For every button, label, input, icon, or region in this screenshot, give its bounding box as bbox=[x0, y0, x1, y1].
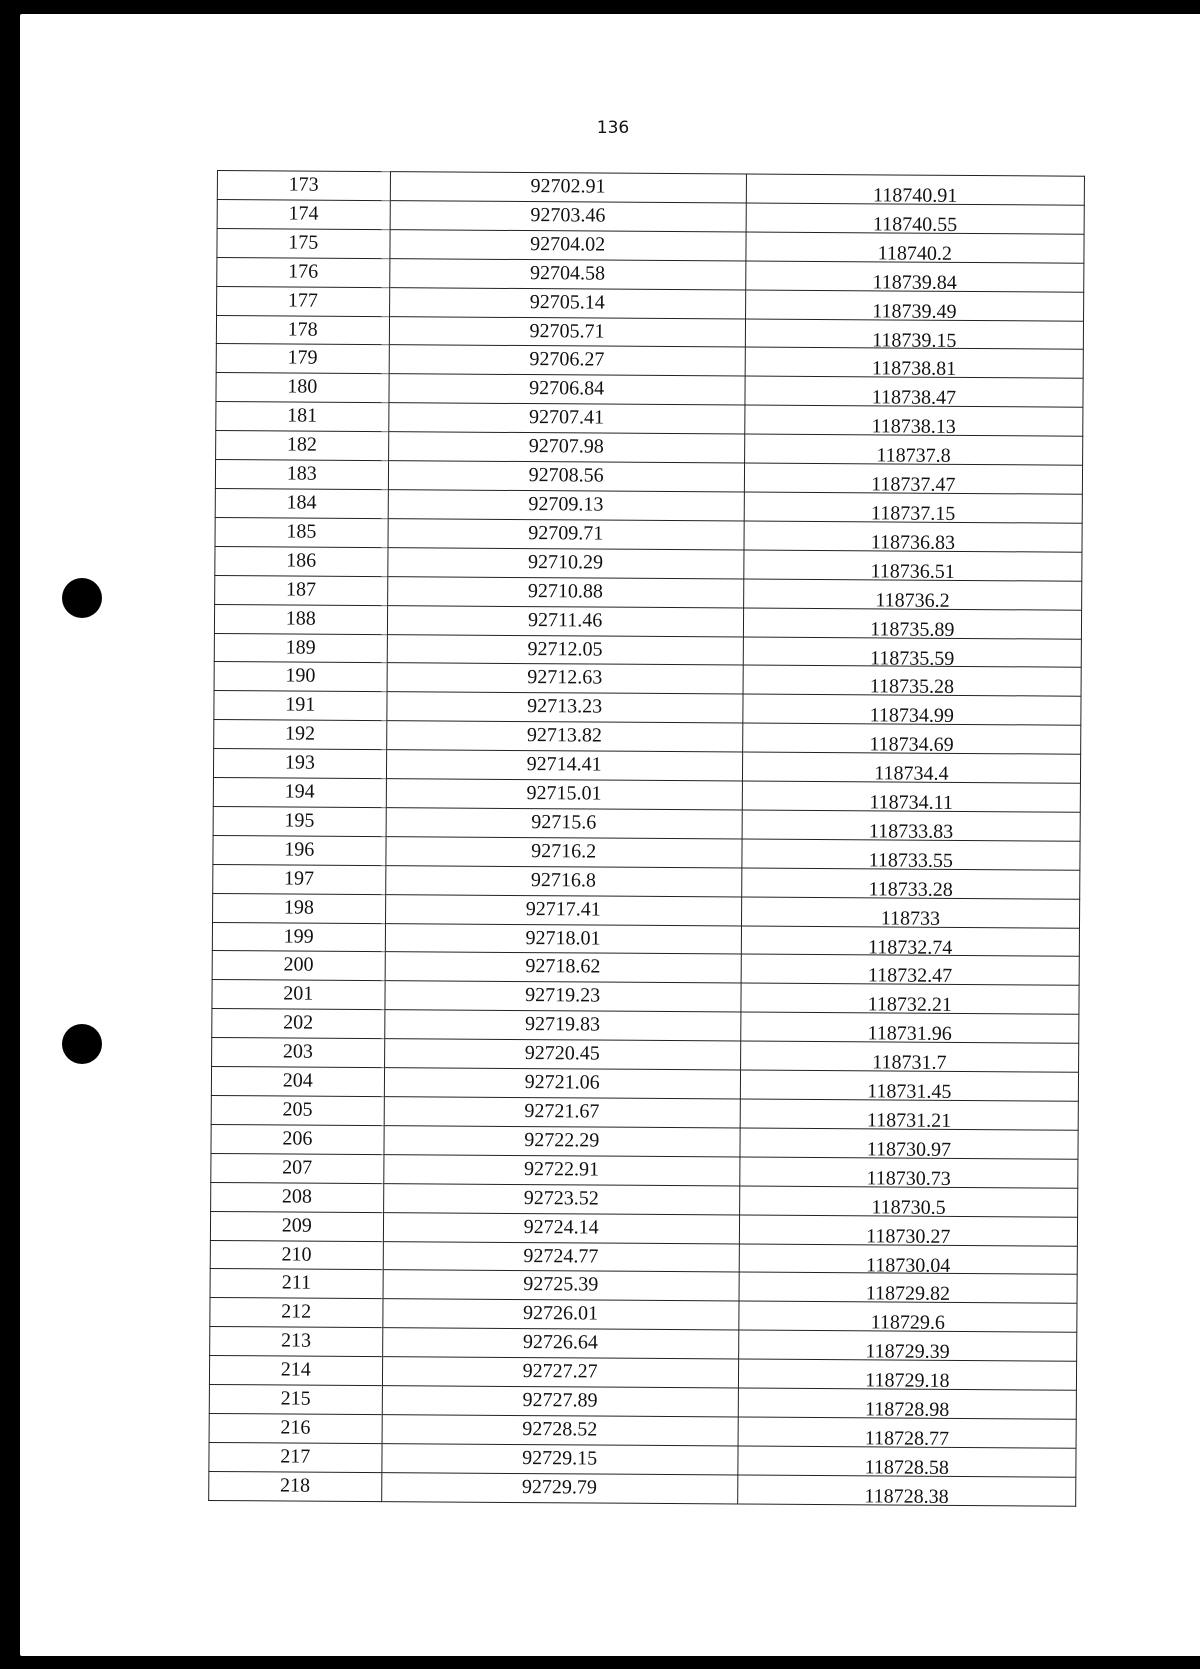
x-coordinate-cell bbox=[382, 1357, 738, 1388]
x-coordinate-text: 92719.23 bbox=[525, 984, 601, 1007]
y-coordinate-cell bbox=[745, 376, 1083, 410]
x-coordinate-cell bbox=[389, 374, 745, 405]
y-coordinate-cell bbox=[738, 1388, 1076, 1419]
y-coordinate-cell bbox=[739, 1244, 1077, 1275]
point-id-text: 193 bbox=[284, 751, 315, 774]
point-id-cell bbox=[214, 662, 387, 692]
x-coordinate-text: 92722.91 bbox=[523, 1157, 600, 1181]
y-coordinate-cell bbox=[743, 636, 1081, 670]
x-coordinate-cell bbox=[385, 981, 741, 1012]
point-id-cell bbox=[216, 402, 389, 432]
point-id-text: 214 bbox=[280, 1358, 311, 1381]
x-coordinate-text: 92710.29 bbox=[527, 550, 604, 574]
x-coordinate-text: 92716.2 bbox=[531, 839, 597, 863]
point-id-text: 190 bbox=[285, 664, 316, 688]
y-coordinate-cell bbox=[741, 983, 1079, 1017]
point-id-text: 196 bbox=[284, 838, 315, 861]
x-coordinate-text: 92705.14 bbox=[529, 290, 605, 314]
y-coordinate-cell bbox=[742, 723, 1080, 757]
y-coordinate-text: 118730.97 bbox=[866, 1138, 952, 1161]
point-id-text: 191 bbox=[285, 693, 316, 716]
y-coordinate-cell bbox=[741, 926, 1079, 957]
x-coordinate-cell bbox=[387, 547, 743, 578]
point-id-text: 183 bbox=[286, 462, 317, 485]
y-coordinate-cell bbox=[745, 290, 1083, 321]
y-coordinate-cell bbox=[738, 1359, 1076, 1393]
x-coordinate-cell bbox=[383, 1212, 739, 1243]
point-id-cell bbox=[217, 257, 390, 287]
y-coordinate-cell bbox=[743, 579, 1081, 610]
x-coordinate-text: 92715.6 bbox=[531, 811, 597, 834]
point-id-text: 180 bbox=[287, 375, 318, 399]
y-coordinate-text: 118739.15 bbox=[872, 328, 957, 352]
point-id-text: 199 bbox=[283, 925, 314, 948]
point-id-cell bbox=[217, 286, 390, 316]
point-id-cell bbox=[213, 835, 386, 865]
point-id-cell bbox=[210, 1211, 383, 1241]
x-coordinate-cell bbox=[386, 721, 742, 752]
point-id-cell bbox=[214, 633, 387, 663]
point-id-cell bbox=[210, 1298, 383, 1328]
point-id-cell bbox=[215, 546, 388, 576]
x-coordinate-cell bbox=[383, 1154, 739, 1185]
x-coordinate-text: 92709.13 bbox=[528, 493, 604, 516]
y-coordinate-cell bbox=[738, 1330, 1076, 1364]
y-coordinate-text: 118740.2 bbox=[877, 242, 953, 265]
point-id-text: 218 bbox=[279, 1474, 311, 1497]
x-coordinate-cell bbox=[389, 316, 745, 347]
x-coordinate-text: 92706.84 bbox=[529, 377, 605, 400]
y-coordinate-text: 118735.28 bbox=[869, 675, 955, 699]
point-id-text: 194 bbox=[284, 780, 315, 803]
point-id-text: 178 bbox=[287, 318, 318, 341]
x-coordinate-text: 92726.64 bbox=[522, 1331, 598, 1354]
point-id-cell bbox=[216, 315, 389, 345]
y-coordinate-text: 118737.8 bbox=[876, 444, 951, 468]
point-id-cell bbox=[215, 460, 388, 490]
point-id-cell bbox=[217, 171, 390, 201]
point-id-cell bbox=[211, 1067, 384, 1097]
x-coordinate-text: 92719.83 bbox=[524, 1013, 601, 1036]
point-id-text: 195 bbox=[284, 809, 315, 832]
point-id-text: 177 bbox=[287, 289, 318, 312]
x-coordinate-cell bbox=[388, 432, 744, 463]
point-id-cell bbox=[212, 1038, 385, 1068]
point-id-cell bbox=[215, 488, 388, 518]
point-id-text: 181 bbox=[287, 404, 318, 427]
x-coordinate-cell bbox=[385, 894, 741, 925]
point-id-text: 173 bbox=[288, 173, 319, 196]
x-coordinate-text: 92718.01 bbox=[525, 926, 601, 950]
x-coordinate-cell bbox=[389, 287, 745, 318]
point-id-cell bbox=[210, 1269, 383, 1299]
y-coordinate-text: 118730.73 bbox=[866, 1167, 951, 1190]
y-coordinate-text: 118731.96 bbox=[867, 1022, 952, 1046]
x-coordinate-cell bbox=[388, 403, 744, 434]
y-coordinate-text: 118734.11 bbox=[869, 791, 954, 814]
x-coordinate-cell bbox=[384, 1068, 740, 1099]
point-id-text: 197 bbox=[284, 867, 315, 890]
point-id-text: 212 bbox=[281, 1300, 312, 1323]
y-coordinate-cell bbox=[737, 1475, 1075, 1506]
y-coordinate-text: 118732.47 bbox=[867, 964, 953, 988]
point-id-cell bbox=[216, 431, 389, 461]
x-coordinate-text: 92712.05 bbox=[527, 637, 603, 661]
point-id-cell bbox=[213, 806, 386, 836]
y-coordinate-text: 118730.04 bbox=[865, 1253, 951, 1277]
y-coordinate-cell bbox=[739, 1186, 1077, 1217]
point-id-text: 174 bbox=[288, 202, 319, 225]
y-coordinate-cell bbox=[742, 839, 1080, 870]
point-id-text: 186 bbox=[286, 549, 317, 572]
point-id-cell bbox=[214, 691, 387, 721]
x-coordinate-text: 92718.62 bbox=[525, 955, 601, 979]
x-coordinate-text: 92708.56 bbox=[528, 464, 604, 487]
x-coordinate-cell bbox=[382, 1328, 738, 1359]
x-coordinate-text: 92729.79 bbox=[521, 1475, 598, 1499]
y-coordinate-text: 118730.27 bbox=[866, 1224, 951, 1248]
y-coordinate-text: 118737.15 bbox=[870, 502, 956, 525]
point-id-cell bbox=[209, 1356, 382, 1386]
point-id-text: 217 bbox=[280, 1445, 311, 1468]
point-id-cell bbox=[209, 1471, 382, 1501]
x-coordinate-text: 92717.41 bbox=[525, 897, 601, 921]
x-coordinate-text: 92709.71 bbox=[528, 521, 604, 545]
point-id-cell bbox=[211, 1153, 384, 1183]
point-id-cell bbox=[213, 778, 386, 808]
x-coordinate-cell bbox=[389, 258, 745, 289]
y-coordinate-cell bbox=[743, 608, 1081, 639]
x-coordinate-text: 92707.41 bbox=[528, 406, 605, 429]
y-coordinate-text: 118733.55 bbox=[868, 849, 954, 872]
y-coordinate-text: 118728.38 bbox=[864, 1485, 949, 1508]
y-coordinate-text: 118733.28 bbox=[868, 878, 953, 901]
y-coordinate-text: 118736.2 bbox=[875, 589, 950, 612]
y-coordinate-text: 118736.83 bbox=[870, 531, 956, 554]
x-coordinate-cell bbox=[381, 1443, 737, 1474]
point-id-text: 188 bbox=[285, 607, 316, 630]
x-coordinate-text: 92724.77 bbox=[523, 1244, 599, 1268]
x-coordinate-text: 92716.8 bbox=[530, 868, 597, 892]
y-coordinate-cell bbox=[745, 347, 1083, 381]
y-coordinate-cell bbox=[746, 203, 1084, 234]
y-coordinate-text: 118734.69 bbox=[869, 733, 954, 757]
point-id-text: 200 bbox=[283, 953, 314, 977]
y-coordinate-text: 118735.89 bbox=[870, 617, 955, 641]
y-coordinate-text: 118729.39 bbox=[865, 1340, 950, 1364]
x-coordinate-cell bbox=[388, 519, 744, 550]
y-coordinate-cell bbox=[744, 492, 1082, 523]
point-id-text: 187 bbox=[285, 578, 317, 601]
x-coordinate-text: 92705.71 bbox=[529, 319, 605, 343]
point-id-cell bbox=[212, 1009, 385, 1039]
y-coordinate-cell bbox=[741, 897, 1079, 928]
y-coordinate-cell bbox=[744, 521, 1082, 552]
point-id-cell bbox=[213, 749, 386, 779]
x-coordinate-text: 92713.82 bbox=[526, 724, 602, 747]
y-coordinate-cell bbox=[744, 405, 1082, 439]
point-id-cell bbox=[217, 228, 390, 258]
y-coordinate-text: 118734.4 bbox=[874, 762, 949, 785]
x-coordinate-cell bbox=[390, 172, 746, 203]
point-id-cell bbox=[212, 980, 385, 1010]
x-coordinate-text: 92721.67 bbox=[524, 1100, 600, 1123]
y-coordinate-text: 118737.47 bbox=[871, 473, 956, 496]
y-coordinate-cell bbox=[740, 1099, 1078, 1130]
punch-hole-bottom bbox=[62, 1024, 102, 1064]
x-coordinate-cell bbox=[382, 1415, 738, 1446]
x-coordinate-cell bbox=[387, 663, 743, 694]
y-coordinate-cell bbox=[740, 1070, 1078, 1101]
x-coordinate-cell bbox=[386, 779, 742, 810]
x-coordinate-cell bbox=[388, 461, 744, 492]
coordinates-table-wrapper bbox=[208, 170, 1085, 1506]
y-coordinate-cell bbox=[740, 1012, 1078, 1046]
point-id-text: 184 bbox=[286, 491, 317, 514]
x-coordinate-text: 92712.63 bbox=[527, 666, 603, 689]
point-id-text: 176 bbox=[288, 260, 319, 283]
document-page bbox=[20, 14, 1200, 1656]
point-id-text: 201 bbox=[283, 982, 314, 1006]
x-coordinate-text: 92720.45 bbox=[524, 1042, 600, 1065]
point-id-text: 215 bbox=[280, 1387, 311, 1410]
point-id-cell bbox=[213, 893, 386, 923]
y-coordinate-cell bbox=[739, 1215, 1077, 1246]
y-coordinate-cell bbox=[745, 261, 1083, 292]
point-id-cell bbox=[214, 604, 387, 634]
point-id-text: 182 bbox=[286, 433, 318, 456]
x-coordinate-cell bbox=[383, 1241, 739, 1272]
point-id-cell bbox=[212, 922, 385, 952]
y-coordinate-text: 118731.45 bbox=[867, 1080, 952, 1103]
x-coordinate-text: 92711.46 bbox=[527, 608, 603, 632]
y-coordinate-cell bbox=[739, 1301, 1077, 1335]
x-coordinate-text: 92726.01 bbox=[523, 1302, 599, 1325]
point-id-text: 206 bbox=[282, 1127, 313, 1150]
point-id-text: 175 bbox=[288, 231, 319, 254]
y-coordinate-cell bbox=[739, 1272, 1077, 1306]
punch-hole-top bbox=[62, 578, 102, 618]
x-coordinate-text: 92725.39 bbox=[523, 1273, 599, 1296]
y-coordinate-text: 118736.51 bbox=[870, 560, 955, 583]
y-coordinate-text: 118739.84 bbox=[872, 271, 957, 294]
point-id-cell bbox=[211, 1095, 384, 1125]
y-coordinate-cell bbox=[741, 868, 1079, 899]
y-coordinate-text: 118729.18 bbox=[865, 1369, 950, 1393]
y-coordinate-text: 118731.7 bbox=[872, 1051, 947, 1075]
x-coordinate-text: 92727.89 bbox=[522, 1389, 598, 1412]
x-coordinate-text: 92704.02 bbox=[530, 232, 606, 256]
y-coordinate-text: 118728.58 bbox=[864, 1456, 949, 1479]
x-coordinate-cell bbox=[387, 576, 743, 607]
x-coordinate-cell bbox=[385, 923, 741, 954]
x-coordinate-text: 92706.27 bbox=[529, 348, 605, 372]
x-coordinate-cell bbox=[383, 1183, 739, 1214]
point-id-text: 210 bbox=[281, 1242, 312, 1266]
point-id-cell bbox=[211, 1124, 384, 1154]
point-id-cell bbox=[209, 1385, 382, 1415]
y-coordinate-text: 118740.91 bbox=[873, 184, 958, 207]
y-coordinate-text: 118738.13 bbox=[871, 415, 956, 439]
point-id-cell bbox=[209, 1413, 382, 1443]
point-id-text: 192 bbox=[284, 722, 316, 745]
x-coordinate-text: 92707.98 bbox=[528, 435, 604, 458]
point-id-cell bbox=[210, 1327, 383, 1357]
y-coordinate-text: 118729.6 bbox=[870, 1311, 945, 1335]
x-coordinate-cell bbox=[384, 1126, 740, 1157]
x-coordinate-text: 92721.06 bbox=[524, 1071, 600, 1094]
x-coordinate-cell bbox=[389, 229, 745, 260]
y-coordinate-text: 118728.77 bbox=[864, 1427, 950, 1450]
point-id-cell bbox=[209, 1442, 382, 1472]
y-coordinate-text: 118730.5 bbox=[871, 1196, 946, 1219]
x-coordinate-text: 92722.29 bbox=[524, 1128, 600, 1152]
y-coordinate-text: 118739.49 bbox=[872, 299, 957, 323]
point-id-text: 202 bbox=[283, 1011, 314, 1034]
x-coordinate-text: 92714.41 bbox=[526, 753, 602, 776]
point-id-text: 209 bbox=[281, 1214, 312, 1237]
y-coordinate-cell bbox=[740, 1157, 1078, 1188]
x-coordinate-cell bbox=[386, 808, 742, 839]
point-id-text: 213 bbox=[280, 1329, 312, 1352]
y-coordinate-cell bbox=[744, 434, 1082, 468]
y-coordinate-cell bbox=[738, 1417, 1076, 1448]
y-coordinate-text: 118740.55 bbox=[872, 213, 958, 236]
x-coordinate-text: 92702.91 bbox=[530, 175, 606, 198]
y-coordinate-cell bbox=[742, 781, 1080, 812]
point-id-cell bbox=[217, 199, 390, 229]
table-body bbox=[209, 171, 1085, 1506]
y-coordinate-cell bbox=[740, 1128, 1078, 1159]
point-id-text: 211 bbox=[281, 1271, 312, 1295]
y-coordinate-text: 118731.21 bbox=[866, 1109, 952, 1132]
y-coordinate-cell bbox=[746, 174, 1084, 205]
x-coordinate-cell bbox=[389, 345, 745, 376]
point-id-text: 179 bbox=[287, 346, 318, 370]
x-coordinate-text: 92703.46 bbox=[530, 203, 606, 227]
point-id-text: 198 bbox=[283, 896, 314, 919]
y-coordinate-text: 118732.21 bbox=[867, 993, 953, 1017]
x-coordinate-cell bbox=[387, 605, 743, 636]
x-coordinate-cell bbox=[382, 1386, 738, 1417]
x-coordinate-text: 92723.52 bbox=[523, 1186, 599, 1210]
y-coordinate-cell bbox=[744, 550, 1082, 581]
x-coordinate-cell bbox=[385, 952, 741, 983]
y-coordinate-cell bbox=[742, 752, 1080, 783]
x-coordinate-cell bbox=[385, 836, 741, 867]
y-coordinate-text: 118729.82 bbox=[865, 1282, 951, 1306]
y-coordinate-text: 118733 bbox=[880, 907, 941, 930]
y-coordinate-cell bbox=[740, 1041, 1078, 1075]
y-coordinate-text: 118738.47 bbox=[871, 386, 957, 410]
point-id-text: 185 bbox=[286, 520, 317, 543]
x-coordinate-text: 92724.14 bbox=[523, 1215, 599, 1239]
x-coordinate-text: 92727.27 bbox=[522, 1360, 598, 1383]
point-id-cell bbox=[215, 575, 388, 605]
x-coordinate-cell bbox=[390, 201, 746, 232]
point-id-cell bbox=[210, 1240, 383, 1270]
point-id-cell bbox=[215, 517, 388, 547]
x-coordinate-text: 92713.23 bbox=[527, 695, 603, 718]
x-coordinate-cell bbox=[387, 634, 743, 665]
point-id-text: 205 bbox=[282, 1098, 313, 1121]
point-id-text: 189 bbox=[285, 635, 316, 659]
x-coordinate-text: 92728.52 bbox=[522, 1418, 598, 1441]
y-coordinate-cell bbox=[743, 694, 1081, 728]
x-coordinate-text: 92704.58 bbox=[529, 261, 606, 285]
coordinates-table bbox=[208, 170, 1085, 1506]
y-coordinate-text: 118733.83 bbox=[868, 820, 954, 843]
point-id-text: 208 bbox=[281, 1185, 313, 1208]
y-coordinate-cell bbox=[742, 810, 1080, 841]
y-coordinate-cell bbox=[745, 319, 1083, 350]
point-id-text: 207 bbox=[282, 1156, 313, 1179]
x-coordinate-cell bbox=[388, 490, 744, 521]
y-coordinate-text: 118728.98 bbox=[864, 1398, 950, 1421]
point-id-cell bbox=[211, 1182, 384, 1212]
point-id-cell bbox=[216, 344, 389, 374]
x-coordinate-cell bbox=[386, 750, 742, 781]
point-id-text: 203 bbox=[282, 1040, 314, 1063]
y-coordinate-cell bbox=[746, 232, 1084, 263]
x-coordinate-text: 92710.88 bbox=[527, 579, 603, 603]
x-coordinate-cell bbox=[381, 1472, 737, 1503]
y-coordinate-text: 118735.59 bbox=[869, 646, 955, 670]
y-coordinate-cell bbox=[741, 954, 1079, 988]
x-coordinate-cell bbox=[384, 1010, 740, 1041]
y-coordinate-text: 118732.74 bbox=[868, 935, 953, 959]
x-coordinate-text: 92729.15 bbox=[522, 1446, 598, 1470]
point-id-cell bbox=[213, 864, 386, 894]
x-coordinate-text: 92715.01 bbox=[526, 782, 602, 805]
page-number: 136 bbox=[596, 118, 630, 138]
x-coordinate-cell bbox=[383, 1270, 739, 1301]
x-coordinate-cell bbox=[385, 865, 741, 896]
x-coordinate-cell bbox=[384, 1097, 740, 1128]
y-coordinate-text: 118734.99 bbox=[869, 704, 954, 728]
point-id-text: 204 bbox=[282, 1069, 313, 1092]
y-coordinate-cell bbox=[738, 1446, 1076, 1477]
y-coordinate-cell bbox=[743, 665, 1081, 699]
x-coordinate-cell bbox=[382, 1299, 738, 1330]
point-id-cell bbox=[212, 951, 385, 981]
point-id-text: 216 bbox=[280, 1416, 311, 1439]
y-coordinate-cell bbox=[744, 463, 1082, 494]
y-coordinate-text: 118738.81 bbox=[871, 357, 957, 381]
point-id-cell bbox=[216, 373, 389, 403]
x-coordinate-cell bbox=[386, 692, 742, 723]
point-id-cell bbox=[214, 720, 387, 750]
x-coordinate-cell bbox=[384, 1039, 740, 1070]
